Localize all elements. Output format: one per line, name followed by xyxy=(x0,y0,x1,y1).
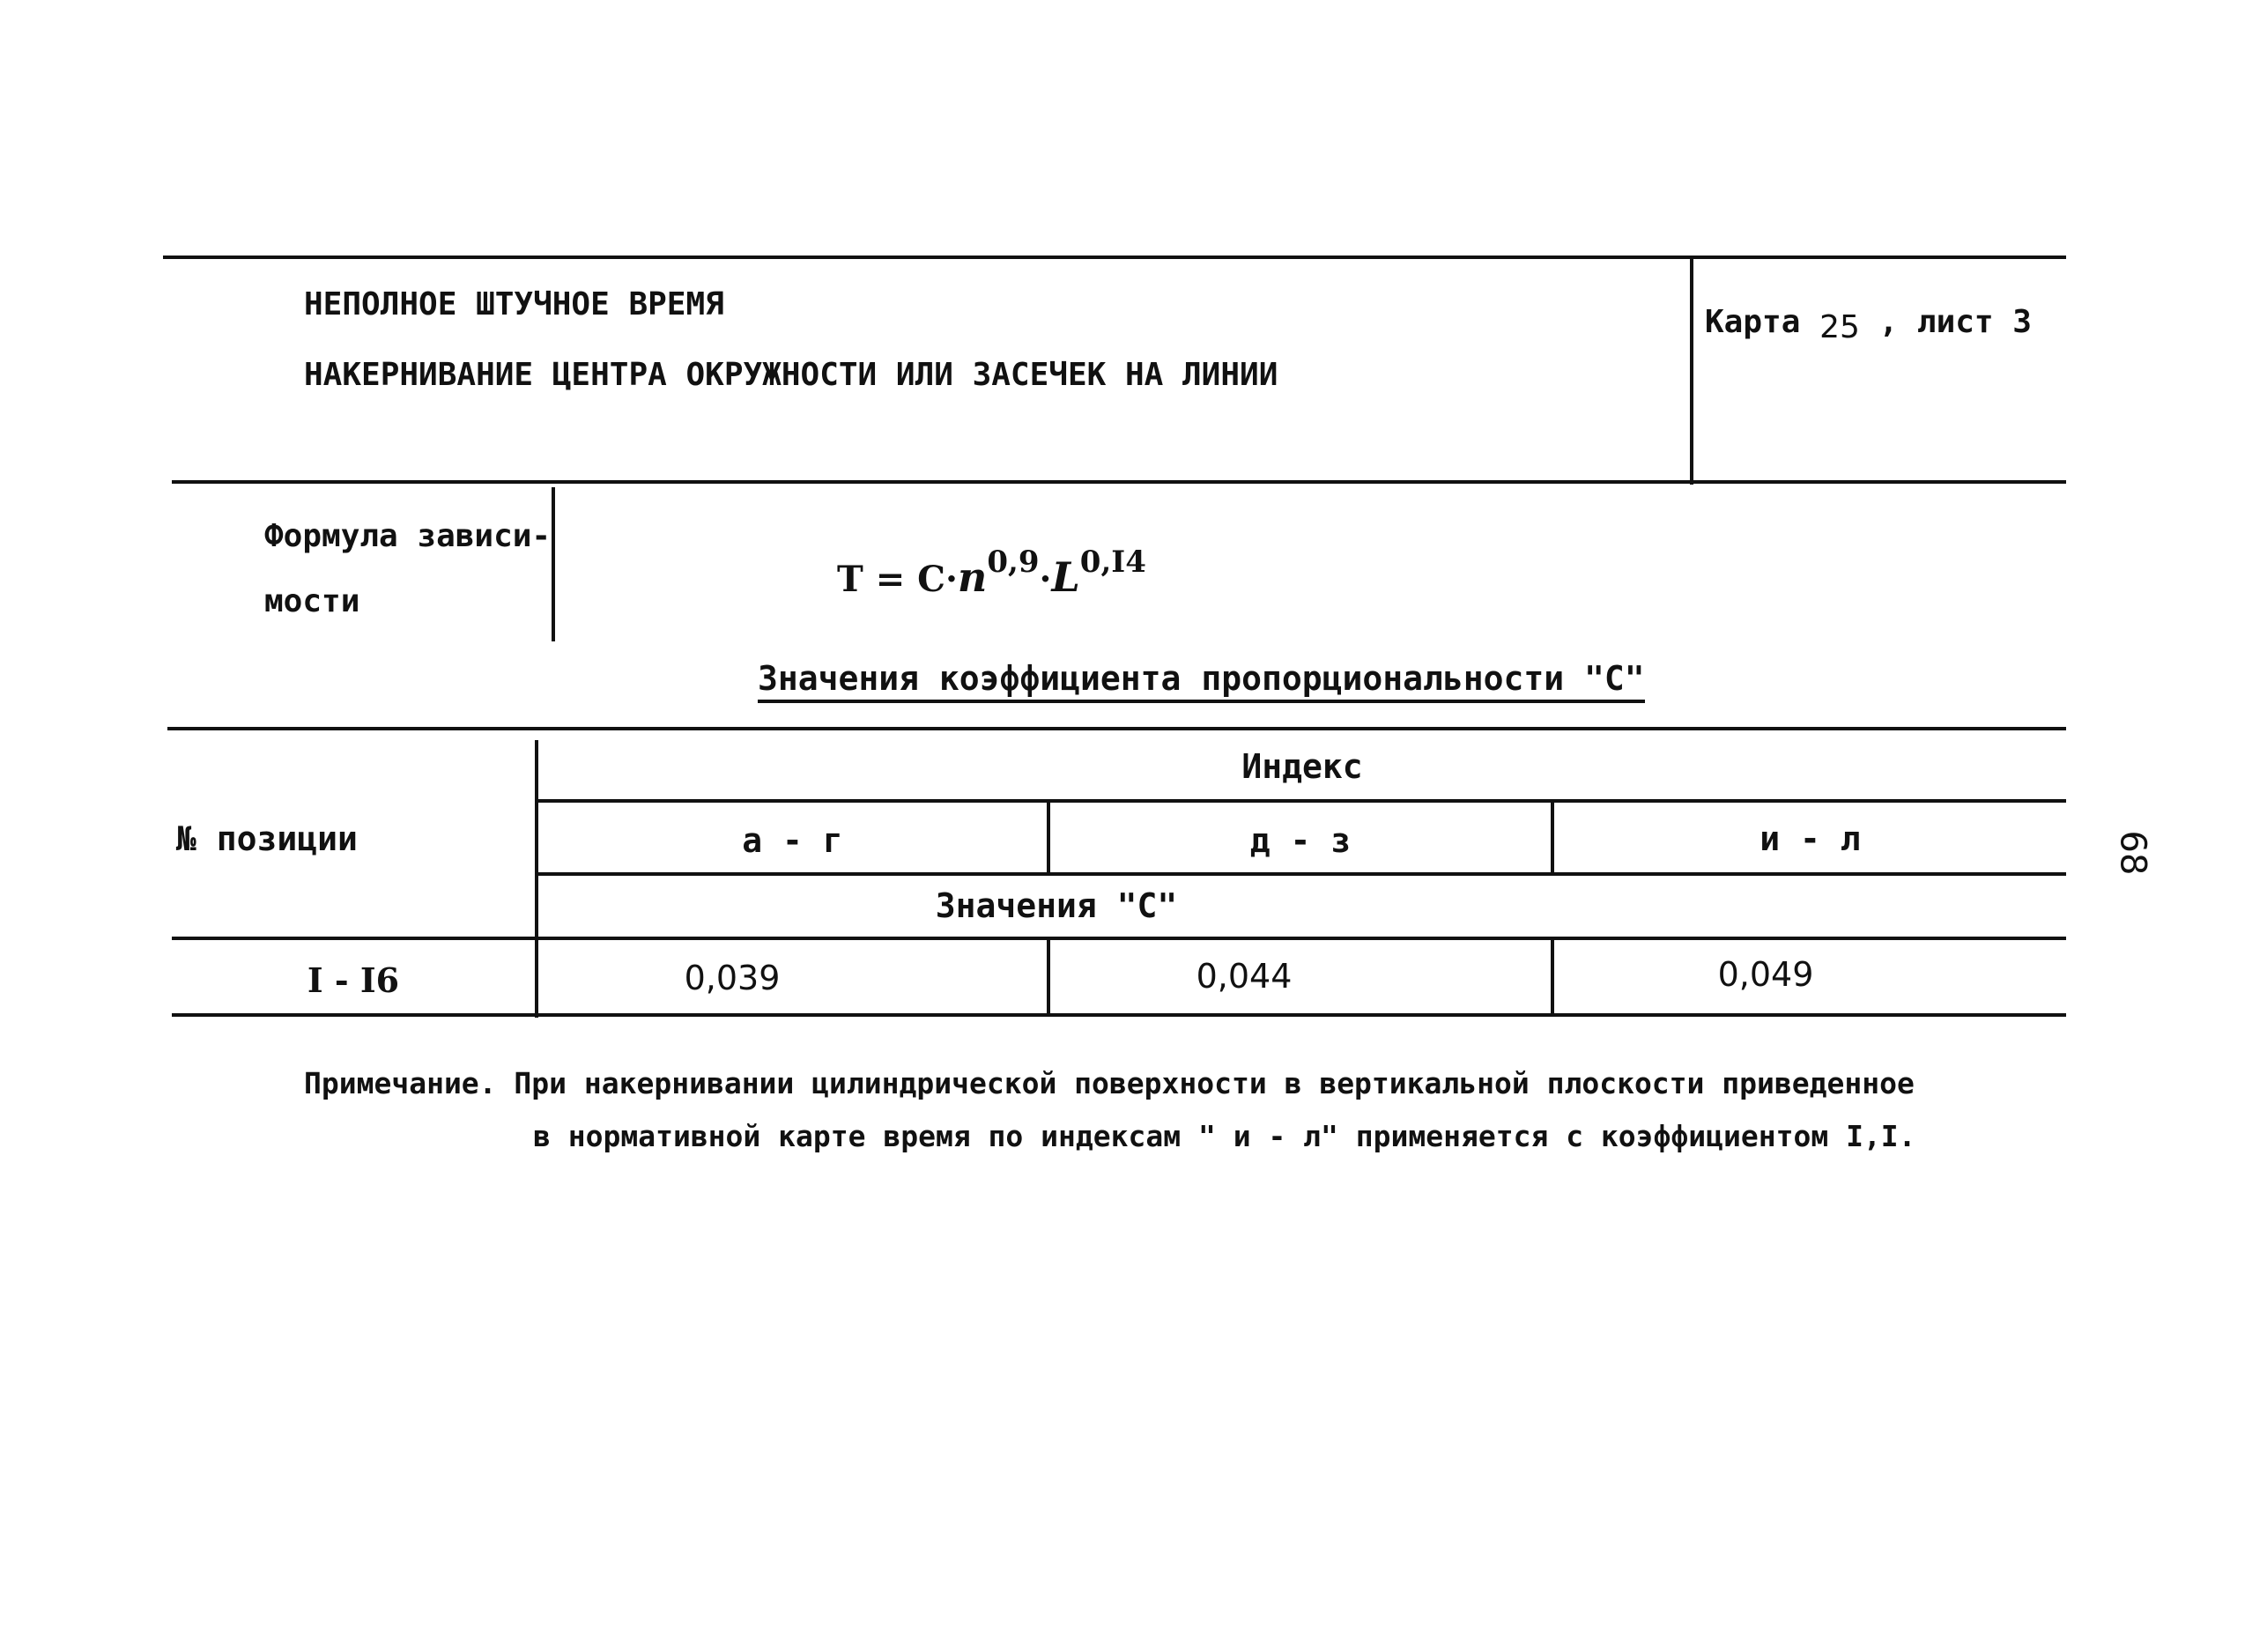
formula-var-n: n xyxy=(957,553,988,601)
header-title-line2: НАКЕРНИВАНИЕ ЦЕНТРА ОКРУЖНОСТИ ИЛИ ЗАСЕЧЕК НА ЛИНИИ xyxy=(304,357,1278,393)
index-col-3: и - л xyxy=(1760,819,1861,858)
index-header-rule xyxy=(537,799,2066,803)
values-header-rule xyxy=(172,937,2066,940)
formula-divider xyxy=(552,487,555,641)
sheet-number: 3 xyxy=(2012,304,2032,340)
row-value-2: 0,044 xyxy=(1196,957,1293,996)
row-position: I - I6 xyxy=(307,960,400,1000)
card-reference xyxy=(1705,304,2032,345)
sheet-label: , лист xyxy=(1878,304,1994,340)
formula-lhs: T = C· xyxy=(837,559,958,600)
row-value-3: 0,049 xyxy=(1717,955,1814,994)
formula-label-line1: Формула зависи- xyxy=(264,518,552,554)
formula-expression xyxy=(837,544,1146,601)
formula-var-l: L xyxy=(1051,553,1080,601)
values-header: Значения "C" xyxy=(935,886,1178,925)
formula-exp-l: 0,I4 xyxy=(1079,544,1146,580)
header-divider xyxy=(1690,256,1693,485)
index-col-2: д - з xyxy=(1249,821,1352,860)
row-value-1: 0,039 xyxy=(684,959,781,997)
index-col-1: а - г xyxy=(742,821,843,860)
table-caption: Значения коэффициента пропорциональности "C" xyxy=(758,659,1645,703)
index-columns-rule xyxy=(537,872,2066,876)
page-number: 68 xyxy=(2112,830,2153,876)
table-bottom-rule xyxy=(172,1013,2066,1017)
index-header: Индекс xyxy=(1241,747,1363,786)
formula-label-line2: мости xyxy=(264,583,360,619)
position-header: № позиции xyxy=(176,819,358,858)
formula-exp-n: 0,9 xyxy=(987,544,1040,580)
note-line1: Примечание. При накернивании цилиндрической поверхности в вертикальной плоскости приведенное xyxy=(304,1066,1915,1100)
card-number: 25 xyxy=(1819,309,1860,345)
header-bottom-rule xyxy=(172,480,2066,484)
note-line2: в нормативной карте время по индексам " и - л" применяется с коэффициентом I,I. xyxy=(533,1119,1916,1153)
header-top-rule xyxy=(163,256,2066,259)
formula-dot: · xyxy=(1039,559,1052,600)
table-top-rule xyxy=(167,727,2066,730)
card-label: Карта xyxy=(1705,304,1801,340)
header-title-line1: НЕПОЛНОЕ ШТУЧНОЕ ВРЕМЯ xyxy=(304,286,724,322)
